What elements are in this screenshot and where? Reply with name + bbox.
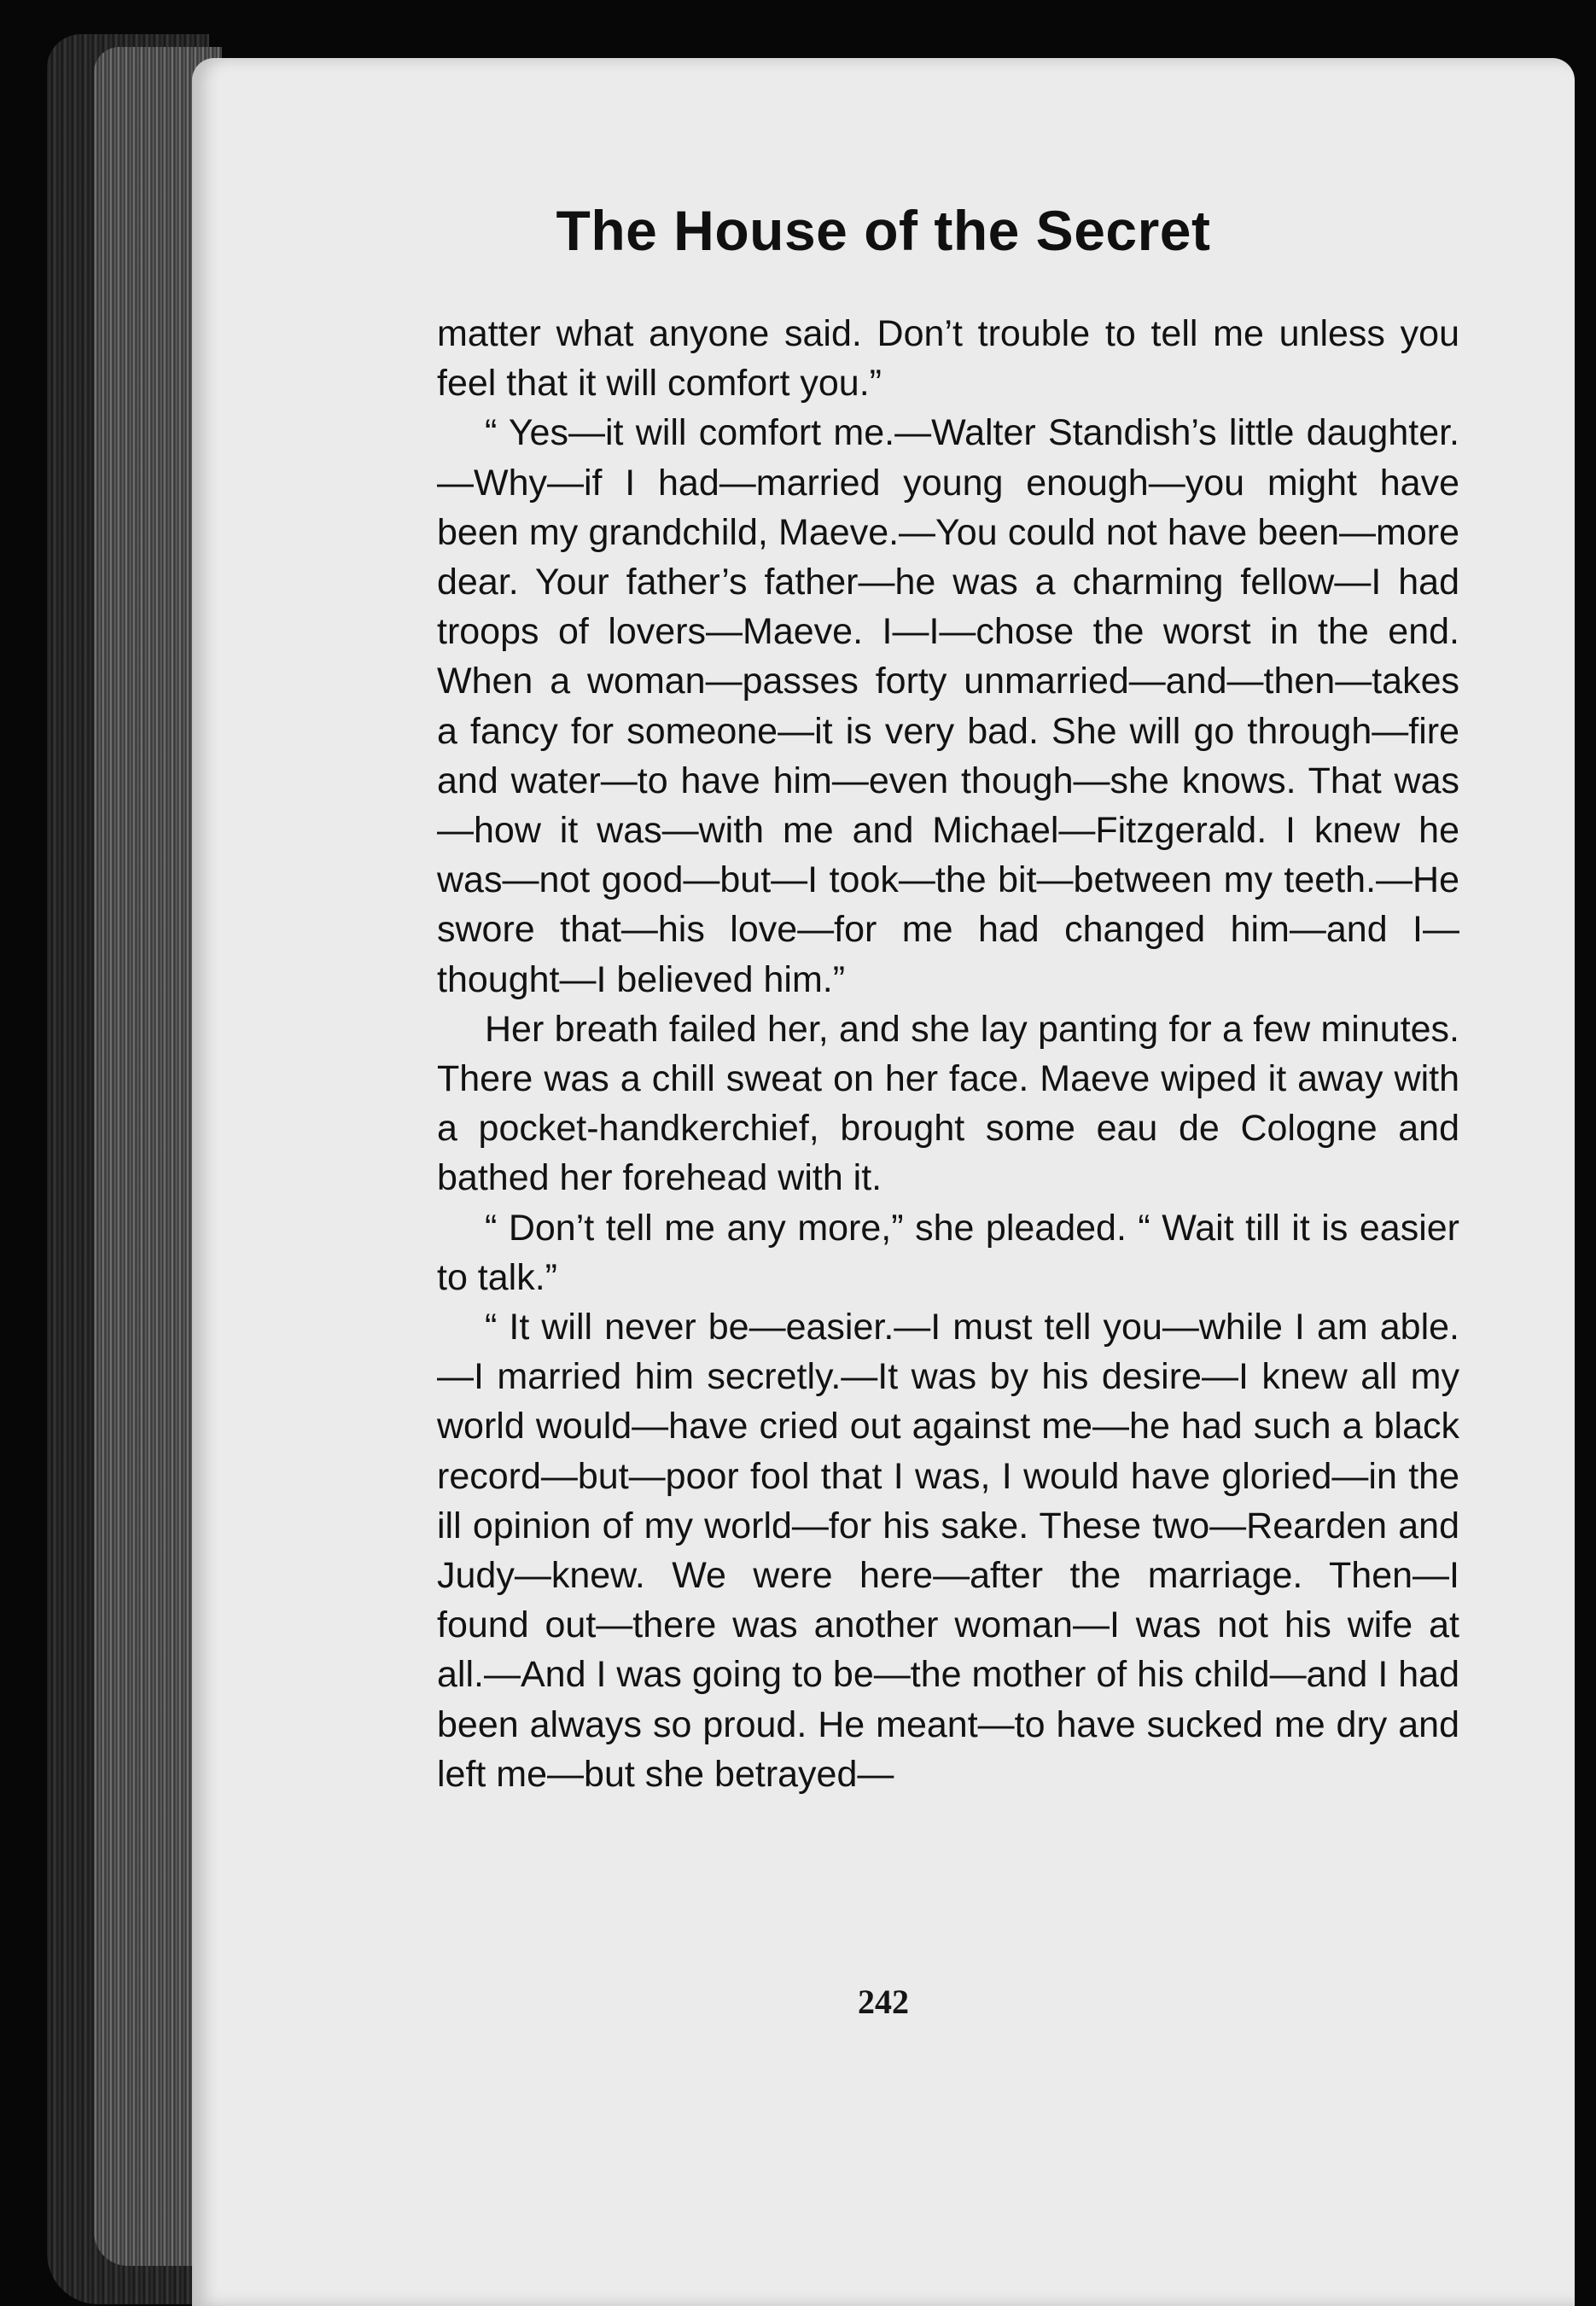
page-body — [437, 309, 1459, 1799]
running-head: The House of the Secret — [556, 199, 1211, 262]
page-number: 242 — [858, 1983, 909, 2021]
paragraph: Her breath failed her, and she lay panting for a few minutes. There was a chill sweat on her face. Maeve wiped it away with a pocket-handkerchief, brought some eau de Cologne and bathed her forehead with it. — [437, 1008, 1459, 1199]
paragraph: “ Yes—it will comfort me.—Walter Standish’s little daughter.—Why—if I had—married young enough—you might have been my grandchild, Maeve.—You could not have been—more dear. Your father’s father—he was a charming fellow—I had troops of lovers—Maeve. I—I—chose the worst in the end. When a woman—passes forty unmarried—and—then—takes a fancy for someone—it is very bad. She will go through—fire and water—to have him—even though—she knows. That was—how it was—with me and Michael—Fitzgerald. I knew he was—not good—but—I took—the bit—between my teeth.—He swore that—his love—for me had changed him—and I—thought—I believed him.” — [437, 412, 1459, 1000]
paragraph: matter what anyone said. Don’t trouble to tell me unless you feel that it will comfort you.” — [437, 313, 1459, 405]
paragraph: “ Don’t tell me any more,” she pleaded. “ Wait till it is easier to talk.” — [437, 1207, 1459, 1298]
paragraph: “ It will never be—easier.—I must tell you—while I am able.—I married him secretly.—It was by his desire—I knew all my world would—have cried out against me—he had such a black record—but—poor fool that I was, I would have gloried—in the ill opinion of my world—for his sake. These two—Rearden and Judy—knew. We were here—after the marriage. Then—I found out—there was another woman—I was not his wife at all.—And I was going to be—the mother of his child—and I had been always so proud. He meant—to have sucked me dry and left me—but she betrayed— — [437, 1307, 1459, 1795]
